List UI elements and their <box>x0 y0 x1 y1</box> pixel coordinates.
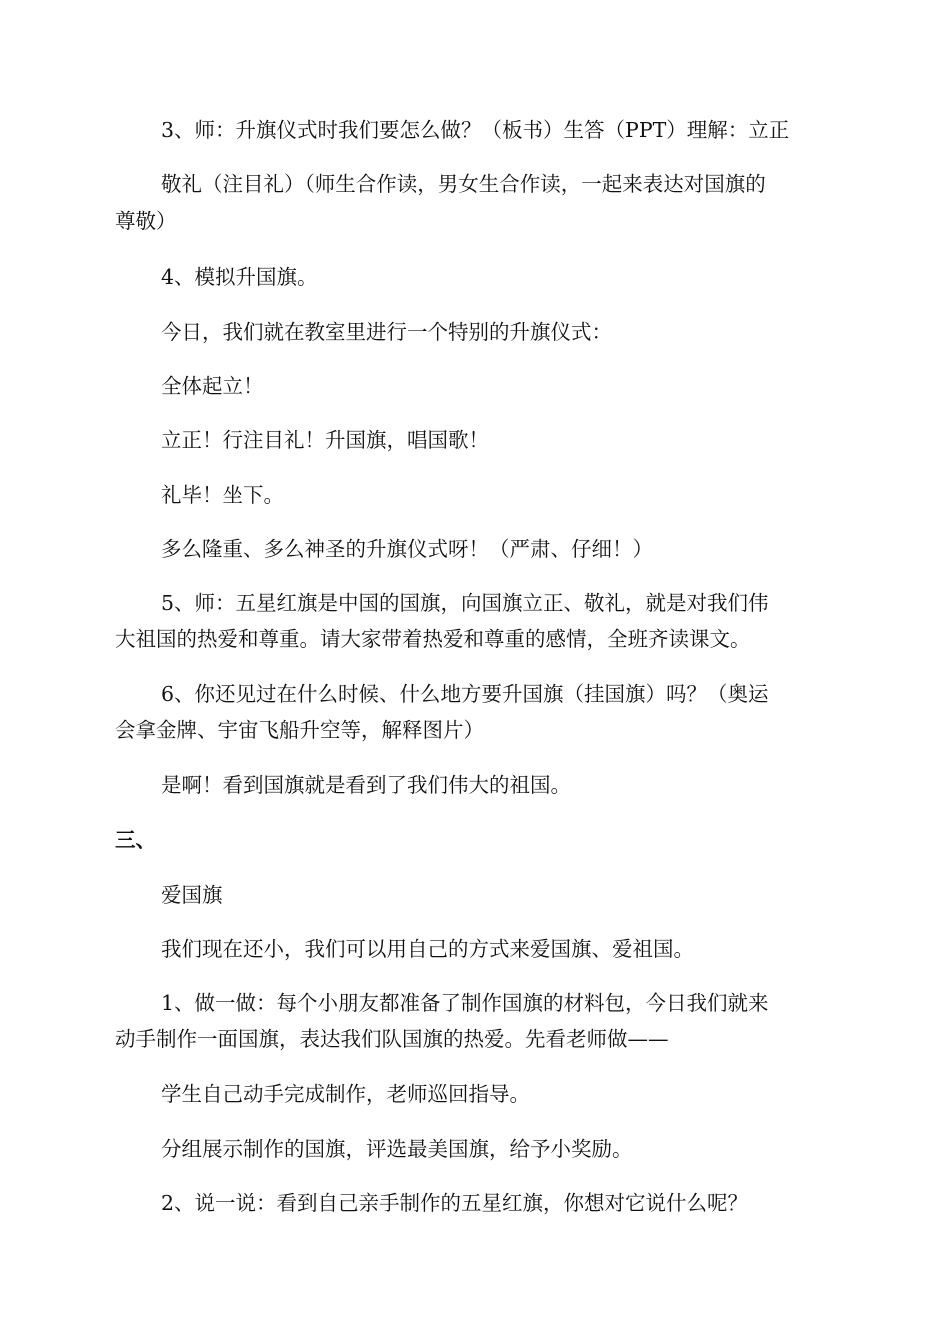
text-line: 全体起立！ <box>161 374 264 398</box>
paragraph-we-are-young <box>115 931 837 967</box>
text-line: 尊敬） <box>115 209 177 233</box>
paragraph-students-make <box>115 1076 837 1112</box>
text-line: 分组展示制作的国旗，评选最美国旗，给予小奖励。 <box>161 1137 633 1161</box>
paragraph-group-show <box>115 1131 837 1167</box>
text-line: 爱国旗 <box>161 883 223 907</box>
text-line: 3、师：升旗仪式时我们要怎么做？（板书）生答（PPT）理解：立正 <box>161 118 790 142</box>
text-line: 动手制作一面国旗，表达我们队国旗的热爱。先看老师做—— <box>115 1027 669 1051</box>
paragraph-continuation <box>115 203 837 239</box>
paragraph-continuation <box>115 1021 837 1057</box>
text-line: 立正！行注目礼！升国旗，唱国歌！ <box>161 428 489 452</box>
text-line: 今日，我们就在教室里进行一个特别的升旗仪式： <box>161 320 612 344</box>
paragraph-simulate-flag-raising <box>115 259 837 295</box>
text-line: 4、模拟升国旗。 <box>161 265 318 289</box>
paragraph-sit-down <box>115 477 837 513</box>
paragraph-motherland <box>115 767 837 803</box>
paragraph-solemn <box>115 531 837 567</box>
heading-text: 三、 <box>115 828 156 852</box>
paragraph-today <box>115 314 837 350</box>
paragraph-salute <box>115 422 837 458</box>
text-line: 2、说一说：看到自己亲手制作的五星红旗，你想对它说什么呢？ <box>161 1191 749 1215</box>
paragraph-continuation <box>115 712 837 748</box>
text-line: 6、你还见过在什么时候、什么地方要升国旗（挂国旗）吗？（奥运 <box>161 682 769 706</box>
section-heading <box>115 822 837 858</box>
text-line: 学生自己动手完成制作，老师巡回指导。 <box>161 1082 530 1106</box>
text-line: 多么隆重、多么神圣的升旗仪式呀！（严肃、仔细！） <box>161 537 653 561</box>
text-line: 敬礼（注目礼）（师生合作读，男女生合作读，一起来表达对国旗的 <box>161 172 766 196</box>
paragraph-five-star-flag <box>115 585 837 621</box>
paragraph-say-something <box>115 1185 837 1221</box>
paragraph-love-flag <box>115 877 837 913</box>
paragraph-continuation <box>115 621 837 657</box>
text-line: 礼毕！坐下。 <box>161 483 284 507</box>
paragraph-ceremony-question <box>115 112 837 202</box>
text-line: 会拿金牌、宇宙飞船升空等，解释图片） <box>115 718 484 742</box>
text-line: 1、做一做：每个小朋友都准备了制作国旗的材料包，今日我们就来 <box>161 991 769 1015</box>
text-line: 5、师：五星红旗是中国的国旗，向国旗立正、敬礼，就是对我们伟 <box>161 591 769 615</box>
paragraph-stand-up <box>115 368 837 404</box>
paragraph-where-seen <box>115 676 837 712</box>
text-line: 我们现在还小，我们可以用自己的方式来爱国旗、爱祖国。 <box>161 937 694 961</box>
text-line: 大祖国的热爱和尊重。请大家带着热爱和尊重的感情，全班齐读课文。 <box>115 627 751 651</box>
text-line: 是啊！看到国旗就是看到了我们伟大的祖国。 <box>161 773 571 797</box>
paragraph-make-flag <box>115 985 837 1021</box>
